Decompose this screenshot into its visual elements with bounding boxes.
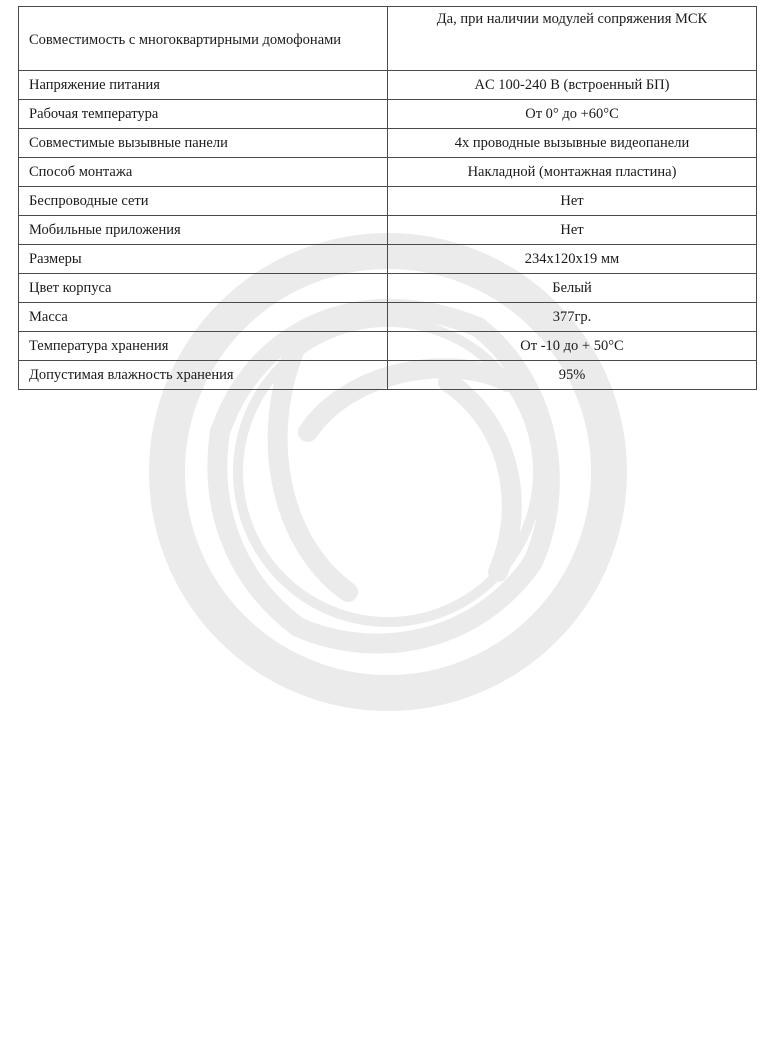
spec-value: От -10 до + 50°С [388, 332, 757, 361]
spec-label: Масса [19, 303, 388, 332]
spec-value: 95% [388, 361, 757, 390]
spec-label: Совместимые вызывные панели [19, 129, 388, 158]
spec-label: Рабочая температура [19, 100, 388, 129]
table-row [19, 332, 757, 361]
table-row [19, 303, 757, 332]
spec-value: 4х проводные вызывные видеопанели [388, 129, 757, 158]
spec-value: Накладной (монтажная пластина) [388, 158, 757, 187]
spec-label: Напряжение питания [19, 71, 388, 100]
table-row [19, 7, 757, 71]
spec-label: Способ монтажа [19, 158, 388, 187]
spec-value: 234х120х19 мм [388, 245, 757, 274]
spec-value: AC 100-240 В (встроенный БП) [388, 71, 757, 100]
spec-label: Размеры [19, 245, 388, 274]
table-row [19, 274, 757, 303]
table-row [19, 245, 757, 274]
spec-label: Мобильные приложения [19, 216, 388, 245]
spec-value: Да, при наличии модулей сопряжения МСК [388, 7, 757, 71]
spec-label: Температура хранения [19, 332, 388, 361]
specifications-table [18, 6, 757, 390]
spec-label: Беспроводные сети [19, 187, 388, 216]
table-row [19, 187, 757, 216]
spec-value: Белый [388, 274, 757, 303]
table-row [19, 100, 757, 129]
table-row [19, 158, 757, 187]
spec-value: Нет [388, 187, 757, 216]
table-row [19, 129, 757, 158]
table-row [19, 361, 757, 390]
spec-label: Допустимая влажность хранения [19, 361, 388, 390]
table-row [19, 216, 757, 245]
spec-value: От 0° до +60°С [388, 100, 757, 129]
spec-value: 377гр. [388, 303, 757, 332]
table-row [19, 71, 757, 100]
spec-label: Цвет корпуса [19, 274, 388, 303]
spec-value: Нет [388, 216, 757, 245]
spec-label: Совместимость с многоквартирными домофонами [19, 7, 388, 71]
